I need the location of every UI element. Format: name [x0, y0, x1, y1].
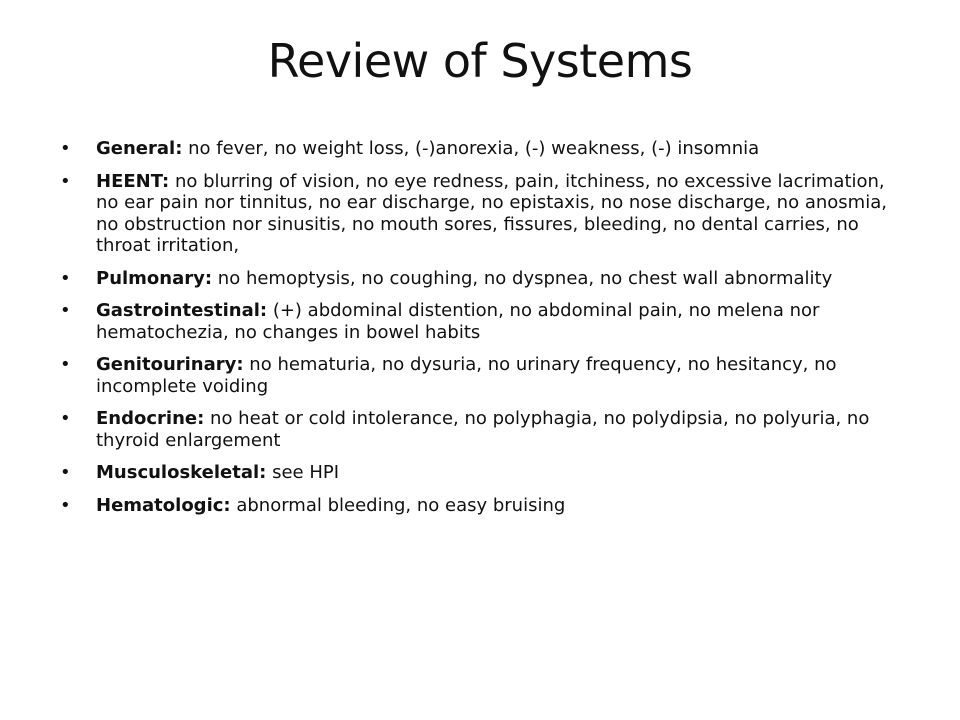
bullet-label: Musculoskeletal: — [96, 462, 267, 483]
bullet-item-musculoskeletal — [60, 462, 912, 484]
bullet-point-icon: • — [60, 408, 71, 429]
bullet-text: see HPI — [266, 462, 340, 483]
bullet-item-pulmonary — [60, 268, 912, 290]
bullet-label: Gastrointestinal: — [96, 300, 268, 321]
bullet-text: no hemoptysis, no coughing, no dyspnea, no chest wall abnormality — [212, 267, 833, 289]
bullet-label: Genitourinary: — [96, 354, 244, 375]
bullet-text: no blurring of vision, no eye redness, pain, itchiness, no excessive lacrimation, no ear pain nor tinnitus, no ear discharge, no epistaxis, no nose discharge, no anosmia, no obstruction nor sinusitis, no mouth sores, fissures, bleeding, no dental carries, no throat irritation, — [96, 170, 887, 256]
bullet-point-icon: • — [60, 267, 71, 289]
bullet-text: no fever, no weight loss, (-)anorexia, (-) weakness, (-) insomnia — [182, 138, 760, 159]
bullet-text: (+) abdominal distention, no abdominal pain, no melena nor hematochezia, no changes in bowel habits — [96, 300, 820, 343]
bullet-label: Pulmonary: — [96, 267, 213, 289]
bullet-label: HEENT: — [96, 170, 170, 192]
bullet-item-genitourinary — [60, 354, 912, 397]
bullet-point-icon: • — [60, 170, 71, 192]
bullet-item-heent — [60, 171, 912, 257]
bullet-text: abnormal bleeding, no easy bruising — [230, 494, 566, 516]
bullet-label: Endocrine: — [96, 408, 205, 429]
bullet-point-icon: • — [60, 354, 71, 375]
slide-title: Review of Systems — [267, 34, 693, 88]
bullet-label: General: — [96, 138, 183, 159]
bullet-point-icon: • — [60, 462, 71, 483]
bullet-point-icon: • — [60, 494, 71, 516]
bullet-item-endocrine — [60, 408, 912, 451]
bullet-label: Hematologic: — [96, 494, 231, 516]
bullet-point-icon: • — [60, 300, 71, 321]
bullet-item-general — [60, 138, 912, 160]
bullet-list — [60, 138, 912, 527]
bullet-text: no hematuria, no dysuria, no urinary frequency, no hesitancy, no incomplete voiding — [96, 354, 837, 397]
bullet-item-gastrointestinal — [60, 300, 912, 343]
bullet-item-hematologic — [60, 495, 912, 517]
bullet-point-icon: • — [60, 138, 71, 159]
bullet-text: no heat or cold intolerance, no polyphagia, no polydipsia, no polyuria, no thyroid enlargement — [96, 408, 870, 451]
